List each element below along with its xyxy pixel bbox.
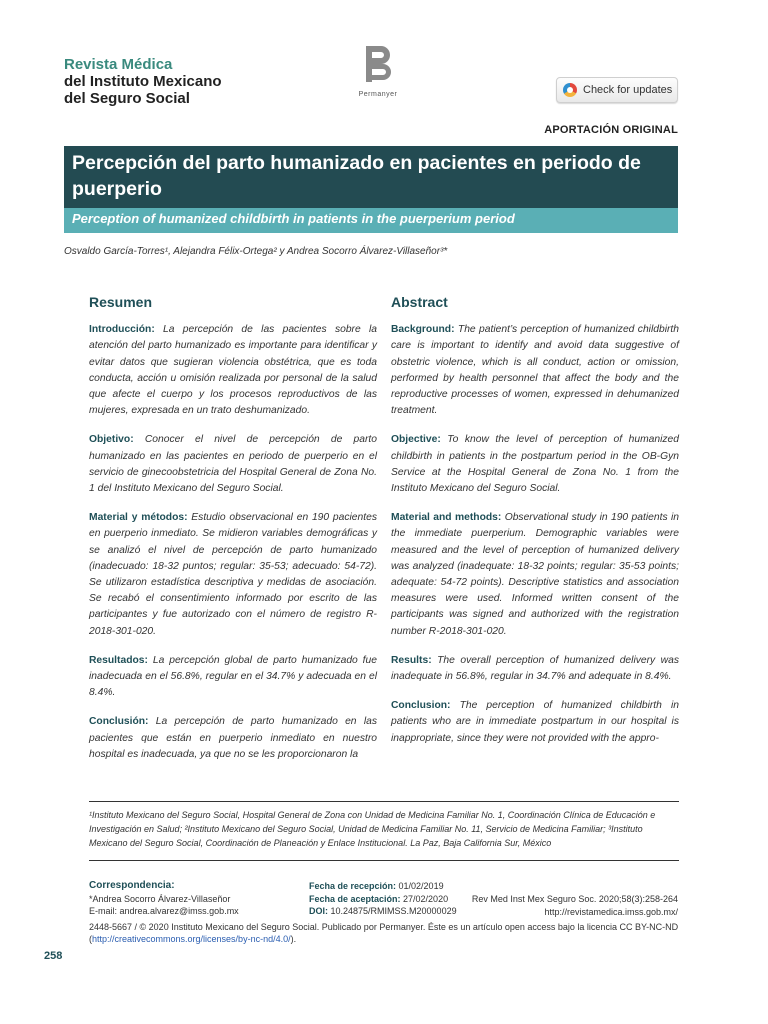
resumen-text: Estudio observacional en 190 pacientes en puerperio inmediato. Se midieron variables demográficas y se analizó el nivel de percepción de parto humanizado (inadecuado: 18-32 puntos; regular: 35-53; adecuado: 54-72). Se utilizaron estadística descriptiva y medidas de asociación. Se recabó el consentimiento informado por escrito de las participantes y fue autorizado con el número de registro R-2018-301-020.	[89, 512, 377, 637]
abstract-paragraph	[391, 653, 679, 685]
abstract-label: Results:	[391, 654, 432, 666]
divider	[89, 801, 679, 802]
resumen-heading: Resumen	[89, 294, 153, 310]
crossmark-icon	[563, 83, 577, 97]
citation	[472, 893, 678, 918]
accepted-date: 27/02/2020	[400, 893, 449, 904]
resumen-text: La percepción de parto humanizado en las pacientes que están en puerperio inmediato en nuestro hospital es inadecuada, ya que no se les proporcionaron la	[89, 716, 377, 760]
abstract-text: Observational study in 190 patients in the immediate puerperium. Demographic variables were measured and the level of perception of humanized delivery was analyzed (inadequate: 18-32 points; regular: 35-53 points; adequate: 54-72 points). Descriptive statistics and association measures were used. Informed written consent of the participants was signed and authorized with the registration number R-2018-301-020.	[391, 512, 679, 637]
resumen-label: Material y métodos:	[89, 512, 188, 524]
publisher-logo-icon	[363, 44, 393, 84]
check-for-updates-button[interactable]	[556, 77, 678, 103]
abstract-label: Background:	[391, 324, 455, 336]
doi-value[interactable]: 10.24875/RMIMSS.M20000029	[328, 906, 457, 916]
journal-name	[64, 56, 222, 107]
publisher-logo	[348, 44, 408, 98]
correspondence	[89, 880, 239, 918]
doi-label: DOI:	[309, 906, 328, 916]
abstract-text: The perception of humanized childbirth in patients who are in immediate postpartum in our hospital is inappropriate, since they were not provided with the appro-	[391, 700, 679, 744]
received-label: Fecha de recepción:	[309, 881, 397, 891]
abstract-text: To know the level of perception of humanized childbirth in patients in the postpartum period in the OB-Gyn Service at the Hospital General de Zona No. 1 from the Instituto Mexicano del Seguro Social.	[391, 434, 679, 495]
page-number: 258	[44, 950, 63, 962]
abstract-paragraph	[391, 510, 679, 640]
resumen-text: Conocer el nivel de percepción de parto humanizado en las pacientes en periodo de puerperio en el servicio de ginecoobstetricia del Hospital General de Zona No. 1 del Instituto Mexicano del Seguro Social.	[89, 434, 377, 495]
received-date: 01/02/2019	[396, 881, 444, 891]
resumen-column	[89, 294, 377, 776]
publisher-name: Permanyer	[358, 91, 398, 98]
divider	[89, 860, 679, 861]
correspondence-email[interactable]: E-mail: andrea.alvarez@imss.gob.mx	[89, 906, 239, 916]
resumen-label: Objetivo:	[89, 434, 134, 446]
resumen-label: Conclusión:	[89, 716, 149, 728]
abstract-label: Material and methods:	[391, 512, 502, 524]
journal-line-3: del Seguro Social	[64, 90, 190, 107]
abstract-paragraph	[391, 432, 679, 497]
article-title-english: Perception of humanized childbirth in patients in the puerperium period	[64, 208, 678, 233]
resumen-paragraph	[89, 510, 377, 640]
section-label: APORTACIÓN ORIGINAL	[544, 124, 678, 136]
license-text: 2448-5667 / © 2020 Instituto Mexicano del Seguro Social. Publicado por Permanyer. Éste es un artículo open access bajo la licencia CC BY-NC-ND (	[89, 922, 679, 944]
license-link[interactable]: http://creativecommons.org/licenses/by-nc-nd/4.0/	[92, 934, 291, 944]
license-tail: ).	[290, 934, 297, 944]
abstract-text: The overall perception of humanized delivery was inadequate in 56.8%, regular in 34.7% and adequate in 8.4%.	[391, 654, 679, 683]
article-title: Percepción del parto humanizado en pacientes en periodo de puerperio	[64, 146, 678, 208]
correspondence-name: *Andrea Socorro Álvarez-Villaseñor	[89, 893, 231, 904]
article-dates	[309, 880, 457, 918]
resumen-paragraph	[89, 322, 377, 419]
abstract-paragraph	[391, 322, 679, 419]
accepted-label: Fecha de aceptación:	[309, 893, 401, 904]
affiliations: ¹Instituto Mexicano del Seguro Social, Hospital General de Zona con Unidad de Medicina Familiar No. 1, Coordinación Clínica de Educación e Investigación en Salud; ²Instituto Mexicano del Seguro Social, Unidad de Medicina Familiar No. 11, Servicio de Medicina Familiar; ³Instituto Mexicano del Seguro Social, Coordinación de Planeación y Enlace Institucional. La Paz, Baja California Sur, México	[89, 810, 656, 848]
authors: Osvaldo García-Torres¹, Alejandra Félix-Ortega² y Andrea Socorro Álvarez-Villaseñor³*	[64, 246, 448, 257]
check-for-updates-label: Check for updates	[583, 84, 673, 96]
license	[89, 921, 679, 945]
resumen-paragraph	[89, 432, 377, 497]
resumen-label: Introducción:	[89, 324, 155, 336]
abstract-column	[391, 294, 679, 760]
citation-reference: Rev Med Inst Mex Seguro Soc. 2020;58(3):258-264	[471, 894, 678, 904]
resumen-text: La percepción de las pacientes sobre la atención del parto humanizado es importante para identificar y evitar datos que sugieran violencia obstétrica, que es toda conducta, acción u omisión realizada por personal de la salud que afecte el cuerpo y los procesos reproductivos de las mujeres, expresada en un trato deshumanizado.	[89, 324, 377, 417]
resumen-paragraph	[89, 653, 377, 702]
resumen-text: La percepción global de parto humanizado fue inadecuada en el 56.8%, regular en el 34.7% y adecuada en el 8.4%.	[89, 654, 377, 699]
resumen-label: Resultados:	[89, 654, 148, 666]
abstract-heading: Abstract	[391, 294, 448, 310]
journal-line-1: Revista Médica	[64, 56, 173, 73]
journal-line-2: del Instituto Mexicano	[64, 73, 222, 90]
resumen-paragraph	[89, 714, 377, 763]
correspondence-heading: Correspondencia:	[89, 880, 175, 891]
abstract-paragraph	[391, 698, 679, 747]
journal-url[interactable]: http://revistamedica.imss.gob.mx/	[544, 906, 678, 917]
abstract-text: The patient’s perception of humanized childbirth care is important to identify and avoid data suggestive of obstetric violence, which is all conduct, action or omission, performed by health personnel that affect the body and the reproductive processes of women, expressed in dehumanized treatment.	[391, 324, 679, 417]
abstract-label: Conclusion:	[391, 700, 451, 712]
abstract-label: Objective:	[391, 434, 441, 446]
